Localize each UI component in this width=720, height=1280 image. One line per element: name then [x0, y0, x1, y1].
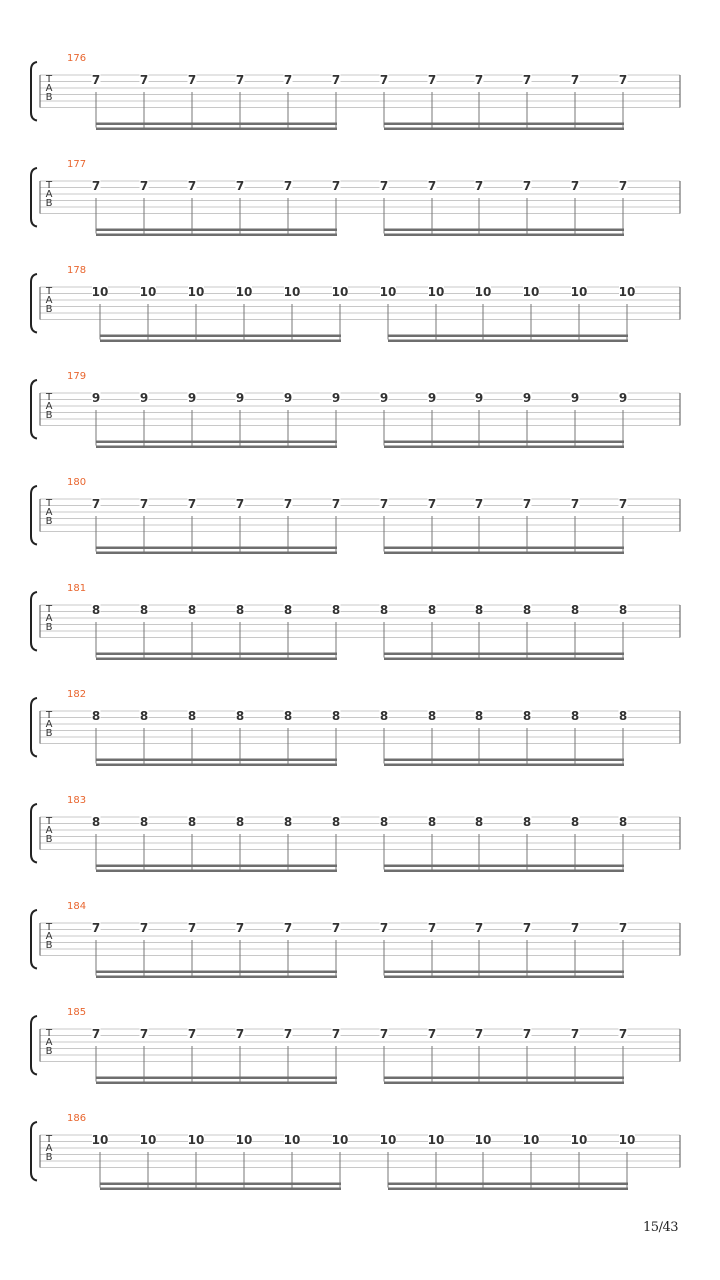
fret-number: 7: [427, 179, 437, 193]
note-beam: [384, 123, 624, 126]
fret-number: 9: [522, 391, 532, 405]
note-beam: [384, 870, 624, 873]
tab-clef-letter: T: [45, 604, 53, 615]
tab-system: [31, 371, 680, 448]
fret-number: 7: [474, 73, 484, 87]
fret-number: 7: [187, 179, 197, 193]
fret-number: 7: [235, 1027, 245, 1041]
fret-number: 8: [570, 709, 580, 723]
fret-number: 10: [91, 285, 109, 299]
system-brace: [31, 804, 37, 863]
fret-number: 7: [379, 179, 389, 193]
fret-number: 9: [570, 391, 580, 405]
fret-number: 7: [139, 921, 149, 935]
tab-system: [31, 159, 680, 236]
fret-number: 8: [522, 709, 532, 723]
fret-number: 10: [235, 285, 253, 299]
fret-number: 7: [91, 179, 101, 193]
fret-number: 7: [187, 921, 197, 935]
tab-system: [31, 265, 680, 342]
tab-clef-letter: B: [45, 304, 53, 315]
note-beam: [96, 658, 337, 661]
fret-number: 7: [283, 497, 293, 511]
fret-number: 10: [522, 1133, 540, 1147]
tab-clef-letter: A: [45, 613, 53, 624]
tab-clef-letter: T: [45, 1134, 53, 1145]
fret-number: 8: [139, 603, 149, 617]
fret-number: 7: [235, 73, 245, 87]
fret-number: 7: [570, 1027, 580, 1041]
note-beam: [100, 340, 341, 343]
fret-number: 7: [474, 1027, 484, 1041]
tab-clef-letter: A: [45, 401, 53, 412]
tab-clef-letter: T: [45, 498, 53, 509]
tab-clef-letter: B: [45, 516, 53, 527]
fret-number: 7: [187, 1027, 197, 1041]
fret-number: 8: [283, 603, 293, 617]
fret-number: 8: [618, 815, 628, 829]
note-beam: [384, 764, 624, 767]
fret-number: 7: [91, 1027, 101, 1041]
note-beam: [96, 552, 337, 555]
fret-number: 10: [618, 285, 636, 299]
measure-number: 183: [67, 795, 87, 806]
fret-number: 10: [235, 1133, 253, 1147]
note-beam: [384, 552, 624, 555]
fret-number: 9: [283, 391, 293, 405]
fret-number: 8: [235, 709, 245, 723]
fret-number: 7: [570, 73, 580, 87]
tab-clef-letter: A: [45, 931, 53, 942]
note-beam: [384, 971, 624, 974]
fret-number: 8: [235, 603, 245, 617]
fret-number: 9: [139, 391, 149, 405]
fret-number: 7: [331, 179, 341, 193]
fret-number: 7: [618, 1027, 628, 1041]
fret-number: 8: [379, 815, 389, 829]
fret-number: 8: [331, 603, 341, 617]
fret-number: 8: [187, 709, 197, 723]
fret-number: 8: [618, 709, 628, 723]
fret-number: 7: [283, 921, 293, 935]
fret-number: 7: [139, 497, 149, 511]
system-brace: [31, 274, 37, 333]
fret-number: 10: [427, 1133, 445, 1147]
fret-number: 10: [91, 1133, 109, 1147]
measure-number: 178: [67, 265, 87, 276]
note-beam: [96, 1082, 337, 1085]
note-beam: [96, 971, 337, 974]
note-beam: [384, 1077, 624, 1080]
system-brace: [31, 168, 37, 227]
fret-number: 8: [379, 603, 389, 617]
note-beam: [96, 759, 337, 762]
tab-clef-letter: T: [45, 180, 53, 191]
tab-clef-letter: B: [45, 198, 53, 209]
fret-number: 8: [474, 603, 484, 617]
fret-number: 8: [331, 709, 341, 723]
tab-clef-letter: T: [45, 710, 53, 721]
tab-system: [31, 477, 680, 554]
fret-number: 10: [427, 285, 445, 299]
fret-number: 8: [618, 603, 628, 617]
tab-clef-letter: A: [45, 295, 53, 306]
note-beam: [384, 128, 624, 131]
fret-number: 10: [379, 285, 397, 299]
fret-number: 8: [91, 815, 101, 829]
fret-number: 9: [427, 391, 437, 405]
note-beam: [96, 870, 337, 873]
note-beam: [384, 1082, 624, 1085]
tab-system: [31, 901, 680, 978]
fret-number: 7: [522, 497, 532, 511]
tab-clef-letter: B: [45, 410, 53, 421]
note-beam: [388, 1188, 628, 1191]
fret-number: 8: [522, 603, 532, 617]
fret-number: 7: [618, 497, 628, 511]
fret-number: 7: [139, 73, 149, 87]
fret-number: 8: [187, 603, 197, 617]
fret-number: 7: [235, 921, 245, 935]
tab-system: [31, 689, 680, 766]
tab-clef-letter: T: [45, 816, 53, 827]
tab-clef-letter: B: [45, 92, 53, 103]
measure-number: 177: [67, 159, 87, 170]
note-beam: [384, 229, 624, 232]
tab-clef-letter: A: [45, 189, 53, 200]
note-beam: [96, 1077, 337, 1080]
note-beam: [384, 976, 624, 979]
fret-number: 8: [570, 603, 580, 617]
tab-clef-letter: T: [45, 74, 53, 85]
fret-number: 8: [522, 815, 532, 829]
fret-number: 9: [331, 391, 341, 405]
fret-number: 7: [570, 497, 580, 511]
tab-clef-letter: A: [45, 719, 53, 730]
fret-number: 10: [139, 285, 157, 299]
note-beam: [384, 547, 624, 550]
fret-number: 7: [331, 921, 341, 935]
note-beam: [384, 653, 624, 656]
note-beam: [96, 547, 337, 550]
note-beam: [96, 123, 337, 126]
system-brace: [31, 698, 37, 757]
fret-number: 8: [474, 709, 484, 723]
fret-number: 7: [379, 497, 389, 511]
system-brace: [31, 910, 37, 969]
fret-number: 10: [570, 1133, 588, 1147]
fret-number: 8: [427, 709, 437, 723]
note-beam: [96, 976, 337, 979]
note-beam: [384, 446, 624, 449]
fret-number: 7: [427, 1027, 437, 1041]
fret-number: 10: [618, 1133, 636, 1147]
fret-number: 9: [379, 391, 389, 405]
tab-clef-letter: B: [45, 834, 53, 845]
fret-number: 8: [139, 815, 149, 829]
fret-number: 10: [187, 285, 205, 299]
note-beam: [96, 234, 337, 237]
fret-number: 7: [331, 73, 341, 87]
note-beam: [96, 441, 337, 444]
note-beam: [384, 865, 624, 868]
fret-number: 7: [283, 179, 293, 193]
note-beam: [96, 653, 337, 656]
fret-number: 9: [91, 391, 101, 405]
fret-number: 9: [187, 391, 197, 405]
fret-number: 8: [139, 709, 149, 723]
system-brace: [31, 592, 37, 651]
tab-system: [31, 53, 680, 130]
note-beam: [96, 865, 337, 868]
fret-number: 9: [474, 391, 484, 405]
note-beam: [96, 128, 337, 131]
measure-number: 186: [67, 1113, 87, 1124]
fret-number: 10: [570, 285, 588, 299]
fret-number: 7: [91, 73, 101, 87]
measure-number: 182: [67, 689, 87, 700]
fret-number: 10: [139, 1133, 157, 1147]
note-beam: [100, 1188, 341, 1191]
note-beam: [388, 1183, 628, 1186]
fret-number: 10: [474, 1133, 492, 1147]
fret-number: 8: [283, 709, 293, 723]
fret-number: 7: [187, 497, 197, 511]
fret-number: 10: [331, 1133, 349, 1147]
note-beam: [100, 335, 341, 338]
fret-number: 8: [235, 815, 245, 829]
fret-number: 7: [427, 73, 437, 87]
measure-number: 179: [67, 371, 87, 382]
fret-number: 8: [474, 815, 484, 829]
fret-number: 10: [522, 285, 540, 299]
system-brace: [31, 1016, 37, 1075]
tab-clef-letter: T: [45, 1028, 53, 1039]
tab-clef-letter: T: [45, 392, 53, 403]
note-beam: [384, 759, 624, 762]
measure-number: 184: [67, 901, 87, 912]
fret-number: 7: [379, 921, 389, 935]
fret-number: 9: [618, 391, 628, 405]
fret-number: 7: [522, 73, 532, 87]
tab-clef-letter: B: [45, 728, 53, 739]
fret-number: 7: [379, 1027, 389, 1041]
fret-number: 8: [427, 815, 437, 829]
fret-number: 7: [474, 921, 484, 935]
page-counter: 15/43: [643, 1220, 678, 1235]
fret-number: 8: [379, 709, 389, 723]
measure-number: 181: [67, 583, 87, 594]
fret-number: 7: [91, 921, 101, 935]
system-brace: [31, 486, 37, 545]
fret-number: 7: [474, 179, 484, 193]
fret-number: 10: [474, 285, 492, 299]
system-brace: [31, 62, 37, 121]
measure-number: 185: [67, 1007, 87, 1018]
fret-number: 7: [139, 1027, 149, 1041]
fret-number: 7: [139, 179, 149, 193]
tab-system: [31, 1113, 680, 1190]
tab-system: [31, 795, 680, 872]
fret-number: 10: [283, 285, 301, 299]
fret-number: 10: [331, 285, 349, 299]
tab-clef-letter: A: [45, 1143, 53, 1154]
note-beam: [96, 446, 337, 449]
fret-number: 7: [522, 1027, 532, 1041]
note-beam: [96, 764, 337, 767]
fret-number: 7: [187, 73, 197, 87]
note-beam: [384, 441, 624, 444]
note-beam: [388, 335, 628, 338]
fret-number: 7: [618, 921, 628, 935]
tab-clef-letter: B: [45, 1152, 53, 1163]
fret-number: 7: [331, 1027, 341, 1041]
tab-system: [31, 1007, 680, 1084]
fret-number: 7: [522, 179, 532, 193]
fret-number: 8: [91, 709, 101, 723]
tab-clef-letter: B: [45, 940, 53, 951]
system-brace: [31, 380, 37, 439]
fret-number: 7: [379, 73, 389, 87]
fret-number: 10: [187, 1133, 205, 1147]
fret-number: 8: [570, 815, 580, 829]
tab-clef-letter: A: [45, 825, 53, 836]
tab-clef-letter: A: [45, 1037, 53, 1048]
tab-system: [31, 583, 680, 660]
measure-number: 176: [67, 53, 87, 64]
note-beam: [388, 340, 628, 343]
tab-clef-letter: B: [45, 622, 53, 633]
fret-number: 10: [379, 1133, 397, 1147]
tab-clef-letter: A: [45, 507, 53, 518]
note-beam: [384, 658, 624, 661]
fret-number: 8: [187, 815, 197, 829]
tab-clef-letter: T: [45, 286, 53, 297]
fret-number: 7: [570, 921, 580, 935]
measure-number: 180: [67, 477, 87, 488]
fret-number: 9: [235, 391, 245, 405]
fret-number: 7: [474, 497, 484, 511]
fret-number: 7: [235, 497, 245, 511]
fret-number: 7: [618, 179, 628, 193]
fret-number: 8: [427, 603, 437, 617]
fret-number: 7: [283, 1027, 293, 1041]
note-beam: [96, 229, 337, 232]
fret-number: 7: [91, 497, 101, 511]
fret-number: 7: [331, 497, 341, 511]
system-brace: [31, 1122, 37, 1181]
fret-number: 8: [331, 815, 341, 829]
note-beam: [100, 1183, 341, 1186]
fret-number: 7: [570, 179, 580, 193]
fret-number: 10: [283, 1133, 301, 1147]
fret-number: 7: [618, 73, 628, 87]
fret-number: 7: [427, 921, 437, 935]
fret-number: 7: [522, 921, 532, 935]
tab-clef-letter: A: [45, 83, 53, 94]
fret-number: 7: [427, 497, 437, 511]
tab-clef-letter: T: [45, 922, 53, 933]
fret-number: 7: [235, 179, 245, 193]
fret-number: 8: [91, 603, 101, 617]
tab-clef-letter: B: [45, 1046, 53, 1057]
fret-number: 8: [283, 815, 293, 829]
fret-number: 7: [283, 73, 293, 87]
note-beam: [384, 234, 624, 237]
